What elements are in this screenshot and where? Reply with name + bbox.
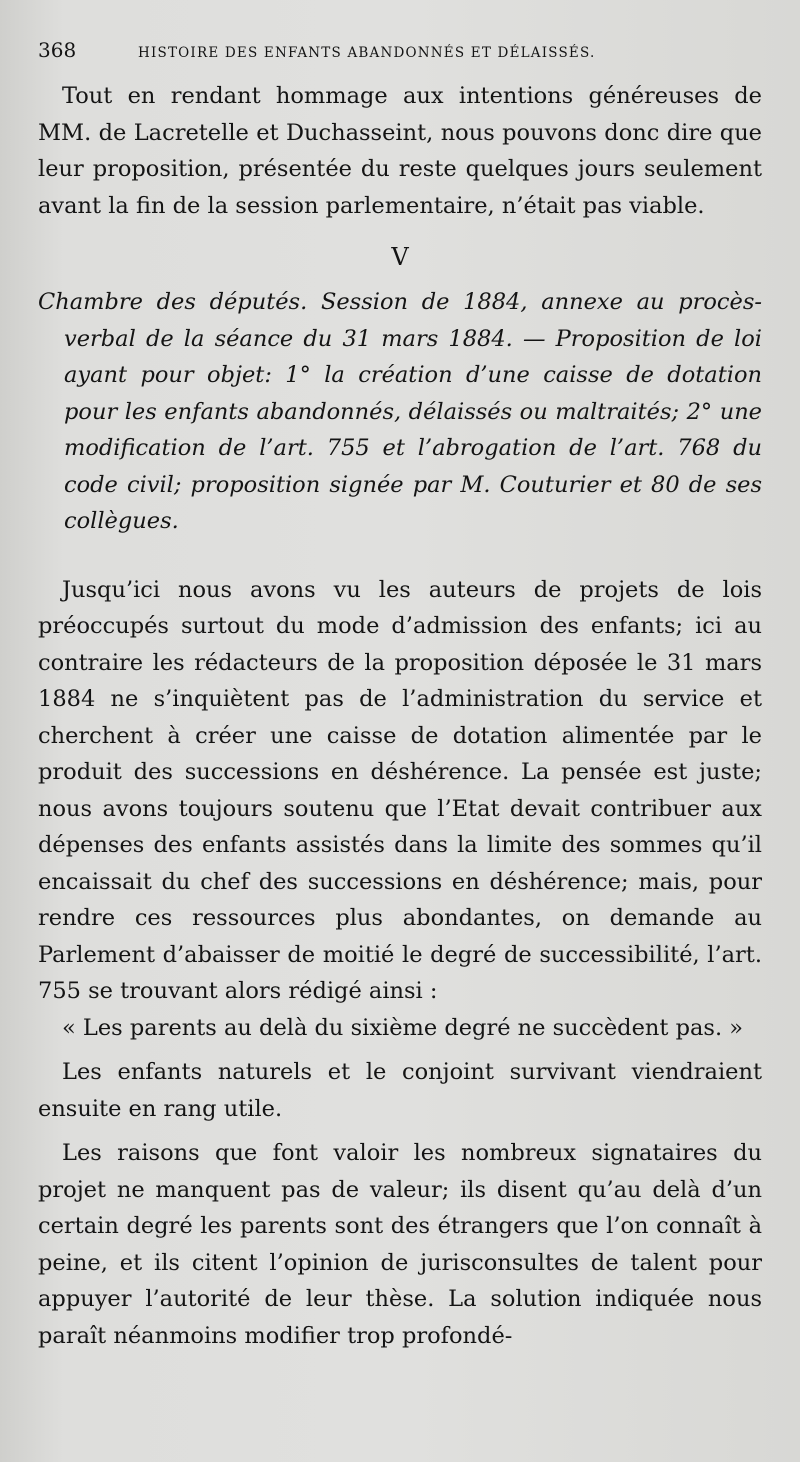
paragraph-intro: Tout en rendant hommage aux intentions généreuses de MM. de Lacretelle et Duchasseint, nous pouvons donc dire que leur proposition, présentée du reste quelques jours seulement avant la fin de la session parlementaire, n’était pas viable. (38, 83, 762, 219)
paragraph-heirs: Les enfants naturels et le conjoint survivant viendraient ensuite en rang utile. (38, 1059, 762, 1122)
section-rubric (38, 284, 762, 540)
rubric-text: Chambre des députés. Session de 1884, annexe au procès-verbal de la séance du 31 mars 1884. — Proposition de loi ayant pour objet: 1° la création d’une caisse de dotation pour les enfants abandonnés, délaissés ou maltraités; 2° une modification de l’art. 755 et l’abrogation de l’art. 768 du code civil; proposition signée par M. Couturier et 80 de ses collègues. (38, 289, 762, 534)
paragraph-main: Jusqu’ici nous avons vu les auteurs de projets de lois préoccupés surtout du mode d’admission des enfants; ici au contraire les rédacteurs de la proposition déposée le 31 mars 1884 ne s’inquiètent pas de l’administration du service et cherchent à créer une caisse de dotation alimentée par le produit des successions en déshérence. La pensée est juste; nous avons toujours soutenu que l’Etat devait contribuer aux dépenses des enfants assistés dans la limite des sommes qu’il encaissait du chef des successions en déshérence; mais, pour rendre ces ressources plus abondantes, on demande au Parlement d’abaisser de moitié le degré de successibilité, l’art. 755 se trouvant alors rédigé ainsi : (38, 576, 762, 1004)
paragraph-quote: « Les parents au delà du sixième degré ne succèdent pas. » (62, 1014, 744, 1041)
page-number: 368 (38, 38, 77, 62)
section-numeral: V (391, 243, 409, 271)
paragraph-reasons: Les raisons que font valoir les nombreux signataires du projet ne manquent pas de valeur; ils disent qu’au delà d’un certain degré les parents sont des étrangers que l’on connaît à peine, et ils citent l’opinion de jurisconsultes de talent pour appuyer l’autorité de leur thèse. La solution indiquée nous paraît néanmoins modifier trop profondé- (38, 1140, 762, 1349)
running-title: HISTOIRE DES ENFANTS ABANDONNÉS ET DÉLAISSÉS. (138, 45, 596, 61)
page-header (38, 38, 762, 78)
